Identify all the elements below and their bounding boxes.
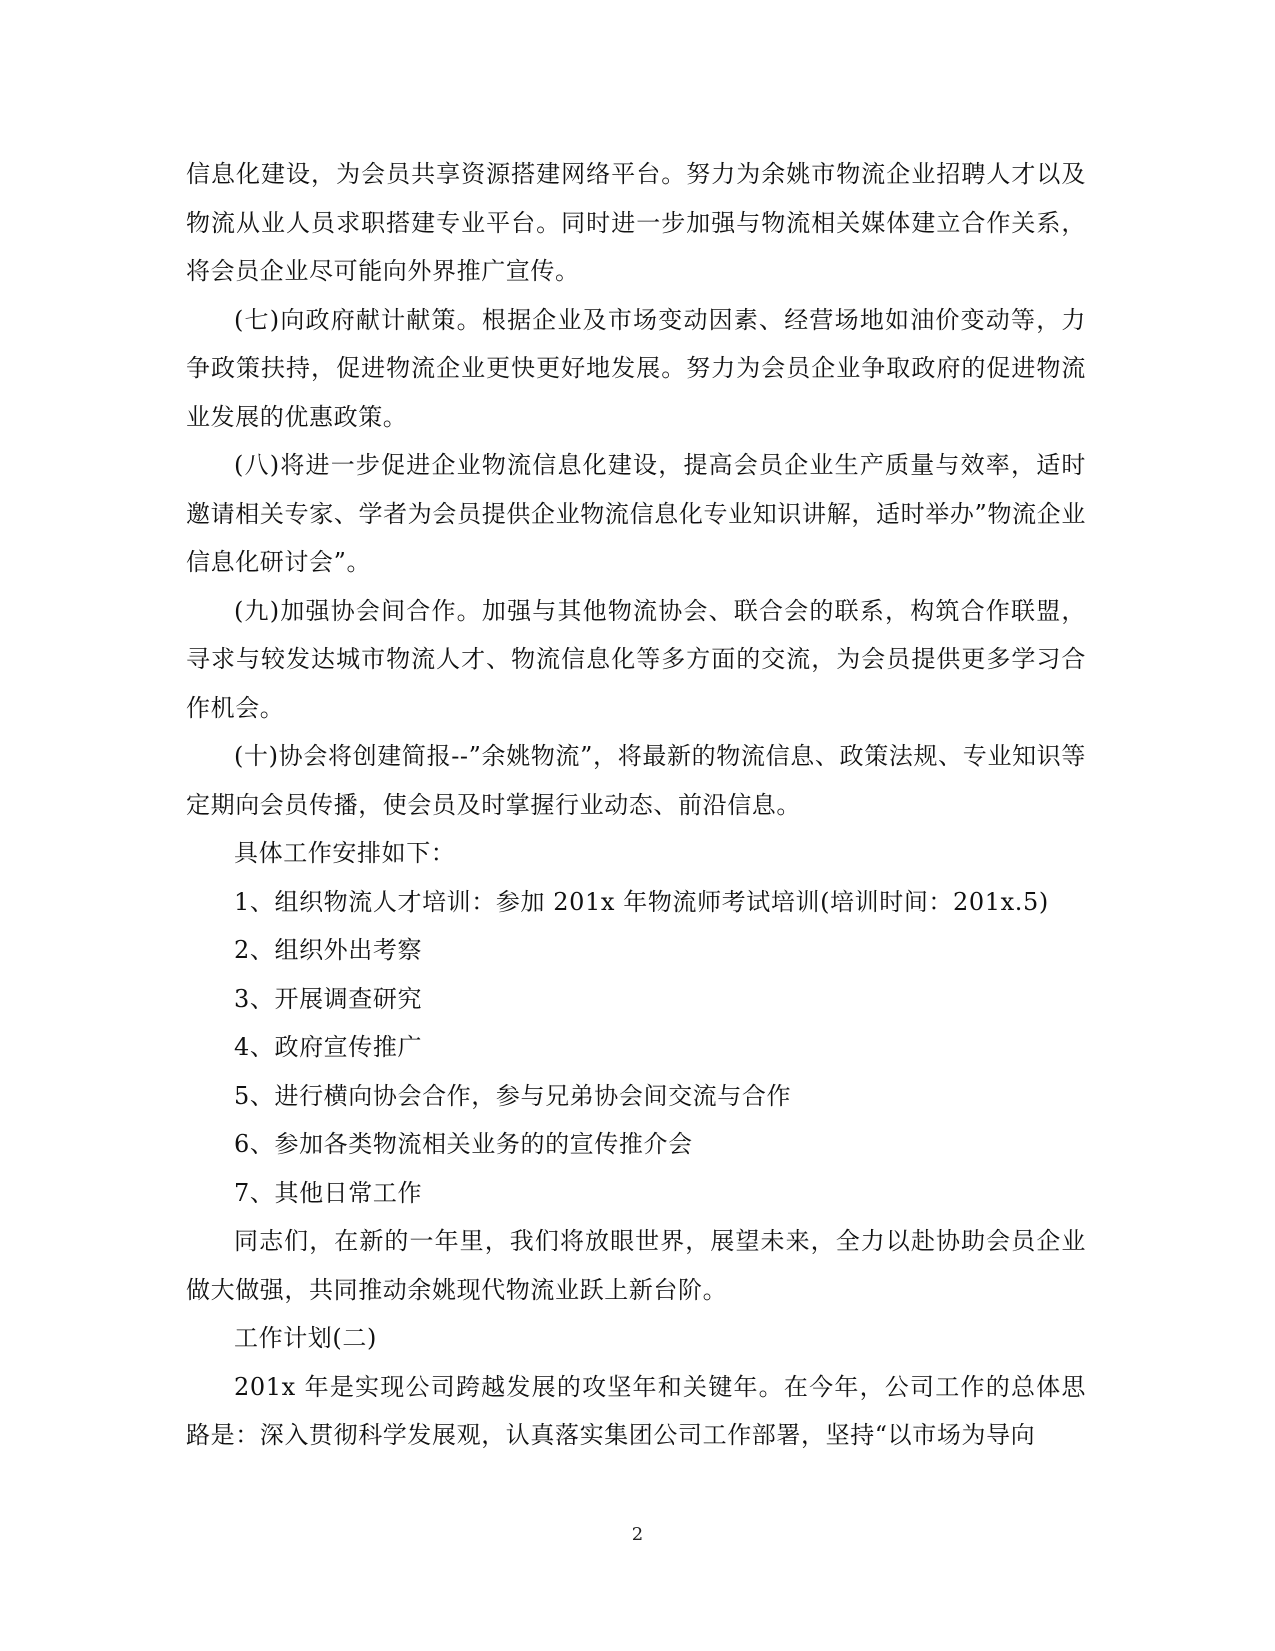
work-arrangement-heading: 具体工作安排如下： (234, 839, 456, 867)
work-item-list (186, 878, 1086, 1218)
paragraph-item-eight: (八)将进一步促进企业物流信息化建设，提高会员企业生产质量与效率，适时邀请相关专家、学者为会员提供企业物流信息化专业知识讲解，适时举办”物流企业信息化研讨会”。 (186, 451, 1086, 576)
section-heading-work-plan-two: 工作计划(二) (234, 1324, 377, 1352)
work-item: 4、政府宣传推广 (234, 1033, 423, 1061)
work-item: 3、开展调查研究 (234, 984, 423, 1013)
work-item: 2、组织外出考察 (234, 936, 423, 964)
paragraph-work-plan-intro: 201x 年是实现公司跨越发展的攻坚年和关键年。在今年，公司工作的总体思路是：深入贯彻科学发展观，认真落实集团公司工作部署，坚持“以市场为导向 (186, 1372, 1086, 1449)
work-item: 6、参加各类物流相关业务的的宣传推介会 (234, 1130, 693, 1158)
paragraph-item-nine: (九)加强协会间合作。加强与其他物流协会、联合会的联系，构筑合作联盟，寻求与较发达城市物流人才、物流信息化等多方面的交流，为会员提供更多学习合作机会。 (186, 596, 1086, 722)
document-body (186, 150, 1086, 1460)
paragraph-info-construction: 信息化建设，为会员共享资源搭建网络平台。努力为余姚市物流企业招聘人才以及物流从业人员求职搭建专业平台。同时进一步加强与物流相关媒体建立合作关系，将会员企业尽可能向外界推广宣传。 (186, 160, 1086, 285)
work-item: 5、进行横向协会合作，参与兄弟协会间交流与合作 (234, 1081, 792, 1110)
paragraph-item-ten: (十)协会将创建简报--”余姚物流”，将最新的物流信息、政策法规、专业知识等定期向会员传播，使会员及时掌握行业动态、前沿信息。 (186, 742, 1086, 819)
work-item: 7、其他日常工作 (234, 1178, 423, 1207)
page-number: 2 (631, 1524, 644, 1545)
work-item: 1、组织物流人才培训：参加 201x 年物流师考试培训(培训时间：201x.5) (234, 887, 1049, 916)
paragraph-item-seven: (七)向政府献计献策。根据企业及市场变动因素、经营场地如油价变动等，力争政策扶持，促进物流企业更快更好地发展。努力为会员企业争取政府的促进物流业发展的优惠政策。 (186, 305, 1086, 431)
closing-paragraph: 同志们，在新的一年里，我们将放眼世界，展望未来，全力以赴协助会员企业做大做强，共同推动余姚现代物流业跃上新台阶。 (186, 1227, 1086, 1304)
